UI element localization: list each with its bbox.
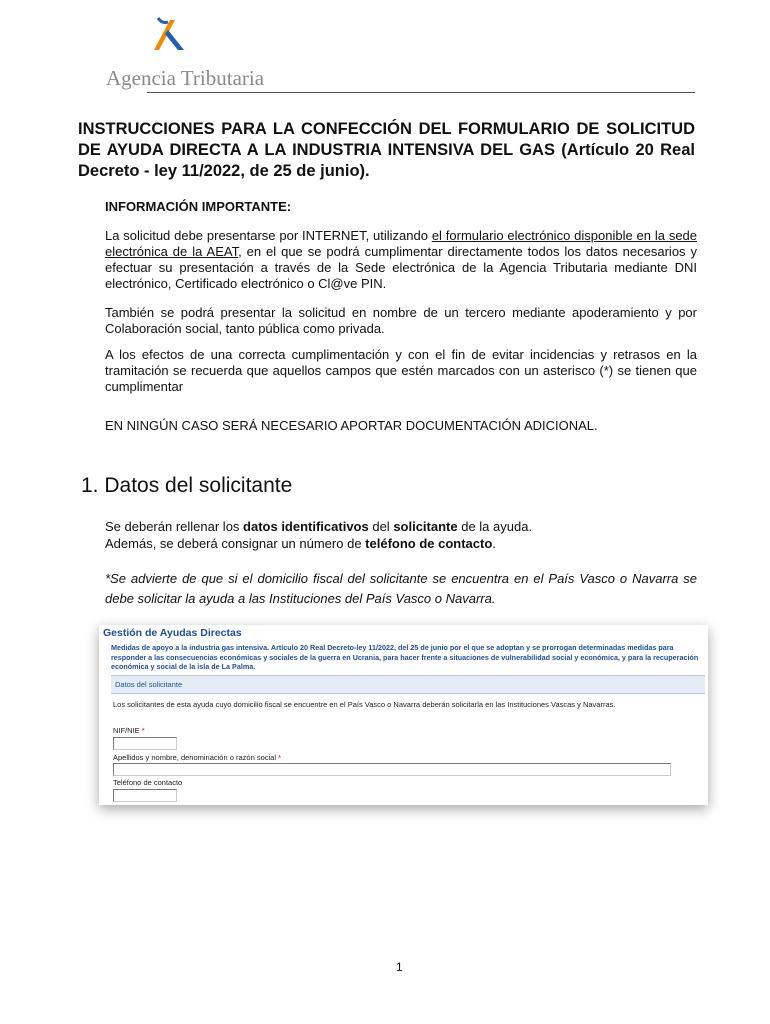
screenshot-note: Los solicitantes de esta ayuda cuyo domicilio fiscal se encuentre en el País Vasco o Navarra deberán solicitarla en las Instituciones Vascas y Navarras. xyxy=(113,700,616,709)
logo-text: Agencia Tributaria xyxy=(106,66,265,90)
screenshot-section-bar xyxy=(111,675,705,694)
document-title: INSTRUCCIONES PARA LA CONFECCIÓN DEL FORMULARIO DE SOLICITUD DE AYUDA DIRECTA A LA INDUSTRIA INTENSIVA DEL GAS (Artículo 20 Real Decreto - ley 11/2022, de 25 de junio). xyxy=(78,120,695,180)
screenshot-description: Medidas de apoyo a la industria gas intensiva. Artículo 20 Real Decreto-ley 11/2022, del 25 de junio por el que se adoptan y se prorrogan determinadas medidas para responder a las consecuencias económicas y sociales de la guerra en Ucrania, para hacer frente a situaciones de vulnerabilidad social y económica, y para la recuperación económica y social de la isla de La Palma. xyxy=(111,643,699,671)
header-divider xyxy=(147,92,695,93)
page-number: 1 xyxy=(396,960,403,974)
nif-label: NIF/NIE * xyxy=(113,726,145,735)
important-heading: INFORMACIÓN IMPORTANTE: xyxy=(105,199,292,214)
important-paragraph-1: La solicitud debe presentarse por INTERNET, utilizando el formulario electrónico disponible en la sede electrónica de la AEAT, en el que se podrá cumplimentar directamente todos los datos necesarios y efectuar su presentación a través de la Sede electrónica de la Agencia Tributaria mediante DNI electrónico, Certificado electrónico o Cl@ve PIN. xyxy=(105,228,698,291)
name-label: Apellidos y nombre, denominación o razón social * xyxy=(113,753,282,762)
section-title: 1. Datos del solicitante xyxy=(81,474,293,497)
screenshot-section-label: Datos del solicitante xyxy=(115,680,183,689)
region-warning-note: *Se advierte de que si el domicilio fiscal del solicitante se encuentra en el País Vasco o Navarra se debe solicitar la ayuda a las Instituciones del País Vasco o Navarra. xyxy=(105,571,697,606)
form-screenshot xyxy=(99,625,708,805)
phone-label: Teléfono de contacto xyxy=(113,778,183,787)
electronic-form-link[interactable]: el formulario electrónico disponible en la sede electrónica de la AEAT xyxy=(105,228,698,259)
section-intro: Se deberán rellenar los datos identificativos del solicitante de la ayuda. Además, se deberá consignar un número de teléfono de contacto. xyxy=(105,519,533,551)
name-input[interactable] xyxy=(113,763,671,776)
no-documentation-notice: EN NINGÚN CASO SERÁ NECESARIO APORTAR DOCUMENTACIÓN ADICIONAL. xyxy=(105,418,598,433)
aeat-logo xyxy=(106,16,276,90)
phone-input[interactable] xyxy=(113,789,177,802)
aeat-logo-icon xyxy=(150,16,192,52)
important-paragraph-3: A los efectos de una correcta cumplimentación y con el fin de evitar incidencias y retrasos en la tramitación se recuerda que aquellos campos que estén marcados con un asterisco (*) se tienen que cumplimentar xyxy=(105,347,697,394)
nif-input[interactable] xyxy=(113,737,177,750)
important-paragraph-2: También se podrá presentar la solicitud en nombre de un tercero mediante apoderamiento y por Colaboración social, tanto pública como privada. xyxy=(105,305,697,336)
screenshot-title: Gestión de Ayudas Directas xyxy=(103,627,242,639)
